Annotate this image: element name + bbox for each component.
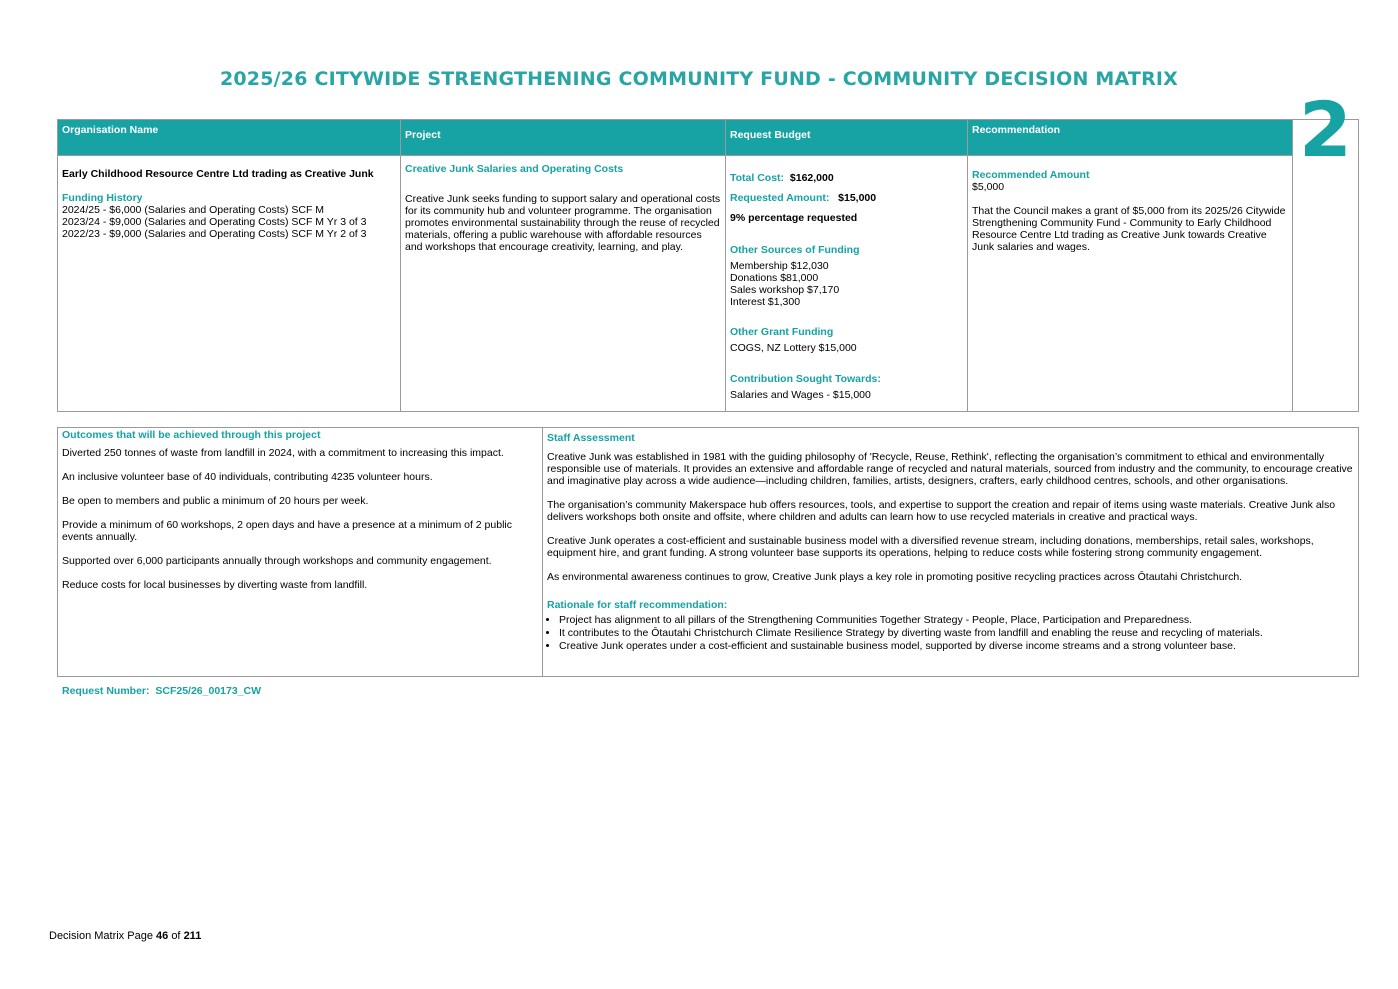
assessment-paragraph: Creative Junk was established in 1981 with the guiding philosophy of 'Recycle, Reuse, Rethink', reflecting the organisation’s commitment to ethical and environmentally responsible use of materials. It provides an extensive and affordable range of recycled and natural materials, sourced from industry and the community, to encourage creative and imaginative play across a wide audience—including children, families, artists, designers, crafters, early childhood centres, schools, and other organisations.	[547, 451, 1353, 487]
matrix-header-row	[58, 120, 1359, 156]
rationale-item: • It contributes to the Ōtautahi Christchurch Climate Resilience Strategy by diverting waste from landfill and enabling the reuse and recycling of materials.	[559, 627, 1354, 639]
contribution-label: Contribution Sought Towards:	[730, 373, 881, 385]
request-number	[62, 685, 261, 697]
funding-history-item: 2022/23 - $9,000 (Salaries and Operating Costs) SCF M Yr 2 of 3	[62, 228, 367, 240]
outcomes-cell	[58, 428, 543, 677]
recommendation-cell	[968, 156, 1293, 412]
rationale-heading: Rationale for staff recommendation:	[547, 599, 728, 611]
outcome-item: Diverted 250 tonnes of waste from landfill in 2024, with a commitment to increasing this impact.	[62, 447, 504, 459]
funding-history-item: 2024/25 - $6,000 (Salaries and Operating Costs) SCF M	[62, 204, 325, 216]
project-description: Creative Junk seeks funding to support salary and operational costs for its community hub and volunteer programme. The organisation promotes environmental sustainability through the reuse of recycled materials, offering a public warehouse with affordable resources and workshops that encourage creativity, learning, and play.	[405, 193, 721, 253]
header-organisation: Organisation Name	[58, 120, 401, 156]
page-title: 2025/26 CITYWIDE STRENGTHENING COMMUNITY FUND - COMMUNITY DECISION MATRIX	[219, 68, 1179, 90]
other-source-item: Membership $12,030	[730, 260, 829, 272]
staff-assessment-heading: Staff Assessment	[547, 432, 635, 444]
matrix-body-row	[58, 156, 1359, 412]
project-title: Creative Junk Salaries and Operating Costs	[405, 163, 624, 175]
rationale-list	[547, 614, 1354, 652]
footer-of: of	[171, 930, 181, 942]
outcome-item: An inclusive volunteer base of 40 individuals, contributing 4235 volunteer hours.	[62, 471, 433, 483]
staff-assessment-cell	[543, 428, 1359, 677]
decision-matrix-table	[57, 85, 1359, 412]
requested-amount-value: $15,000	[838, 192, 877, 204]
request-number-label: Request Number:	[62, 685, 150, 697]
footer-label: Decision Matrix Page	[49, 930, 153, 942]
outcomes-heading: Outcomes that will be achieved through this project	[62, 429, 321, 441]
assessment-paragraph: As environmental awareness continues to grow, Creative Junk plays a key role in promoting positive recycling practices across Ōtautahi Christchurch.	[547, 571, 1243, 583]
other-source-item: Donations $81,000	[730, 272, 819, 284]
other-grant-label: Other Grant Funding	[730, 326, 834, 338]
other-sources-label: Other Sources of Funding	[730, 244, 860, 256]
other-source-item: Interest $1,300	[730, 296, 801, 308]
project-cell	[401, 156, 726, 412]
header-budget: Request Budget	[726, 120, 968, 156]
request-number-value: SCF25/26_00173_CW	[155, 685, 262, 697]
total-cost-value: $162,000	[789, 172, 834, 184]
outcome-item: Provide a minimum of 60 workshops, 2 open days and have a presence at a minimum of 2 public events annually.	[62, 519, 512, 543]
page-footer	[49, 930, 201, 942]
funding-history-item: 2023/24 - $9,000 (Salaries and Operating Costs) SCF M Yr 3 of 3	[62, 216, 367, 228]
header-recommendation: Recommendation	[968, 120, 1293, 156]
funding-history-label: Funding History	[62, 192, 143, 204]
recommended-amount-label: Recommended Amount	[972, 169, 1090, 181]
organisation-name: Early Childhood Resource Centre Ltd trading as Creative Junk	[62, 168, 374, 180]
assessment-paragraph: Creative Junk operates a cost-efficient and sustainable business model with a diversified revenue stream, including donations, memberships, retail sales, workshops, equipment hire, and grant funding. A strong volunteer base supports its operations, helping to reduce costs while fostering strong community engagement.	[547, 535, 1314, 559]
requested-amount-label: Requested Amount:	[730, 192, 830, 204]
total-cost-label: Total Cost:	[730, 172, 785, 184]
organisation-cell	[58, 156, 401, 412]
footer-total: 211	[183, 930, 202, 942]
recommendation-text: That the Council makes a grant of $5,000 from its 2025/26 Citywide Strengthening Community Fund - Community to Early Childhood Resource Centre Ltd trading as Creative Junk towards Creative Junk salaries and wages.	[972, 205, 1286, 253]
recommended-amount-value: $5,000	[972, 181, 1005, 193]
rationale-item: • Project has alignment to all pillars of the Strengthening Communities Together Strategy - People, Place, Participation and Preparedness.	[559, 614, 1354, 626]
item-number: 2	[1293, 120, 1359, 412]
outcome-item: Supported over 6,000 participants annually through workshops and community engagement.	[62, 555, 492, 567]
assessment-paragraph: The organisation’s community Makerspace hub offers resources, tools, and expertise to support the creation and repair of items using waste materials. Creative Junk also delivers workshops both onsite and offsite, where children and adults can learn how to use recycled materials in creative and practical ways.	[547, 499, 1336, 523]
header-project: Project	[401, 120, 726, 156]
budget-cell	[726, 156, 968, 412]
other-grant-value: COGS, NZ Lottery $15,000	[730, 342, 857, 354]
footer-page: 46	[156, 930, 169, 942]
rationale-item: • Creative Junk operates under a cost-efficient and sustainable business model, supported by diverse income streams and a strong volunteer base.	[559, 640, 1354, 652]
other-source-item: Sales workshop $7,170	[730, 284, 840, 296]
contribution-value: Salaries and Wages - $15,000	[730, 389, 871, 401]
percentage-requested: 9% percentage requested	[730, 212, 858, 224]
outcome-item: Be open to members and public a minimum of 20 hours per week.	[62, 495, 369, 507]
assessment-table	[57, 427, 1359, 677]
outcome-item: Reduce costs for local businesses by diverting waste from landfill.	[62, 579, 368, 591]
